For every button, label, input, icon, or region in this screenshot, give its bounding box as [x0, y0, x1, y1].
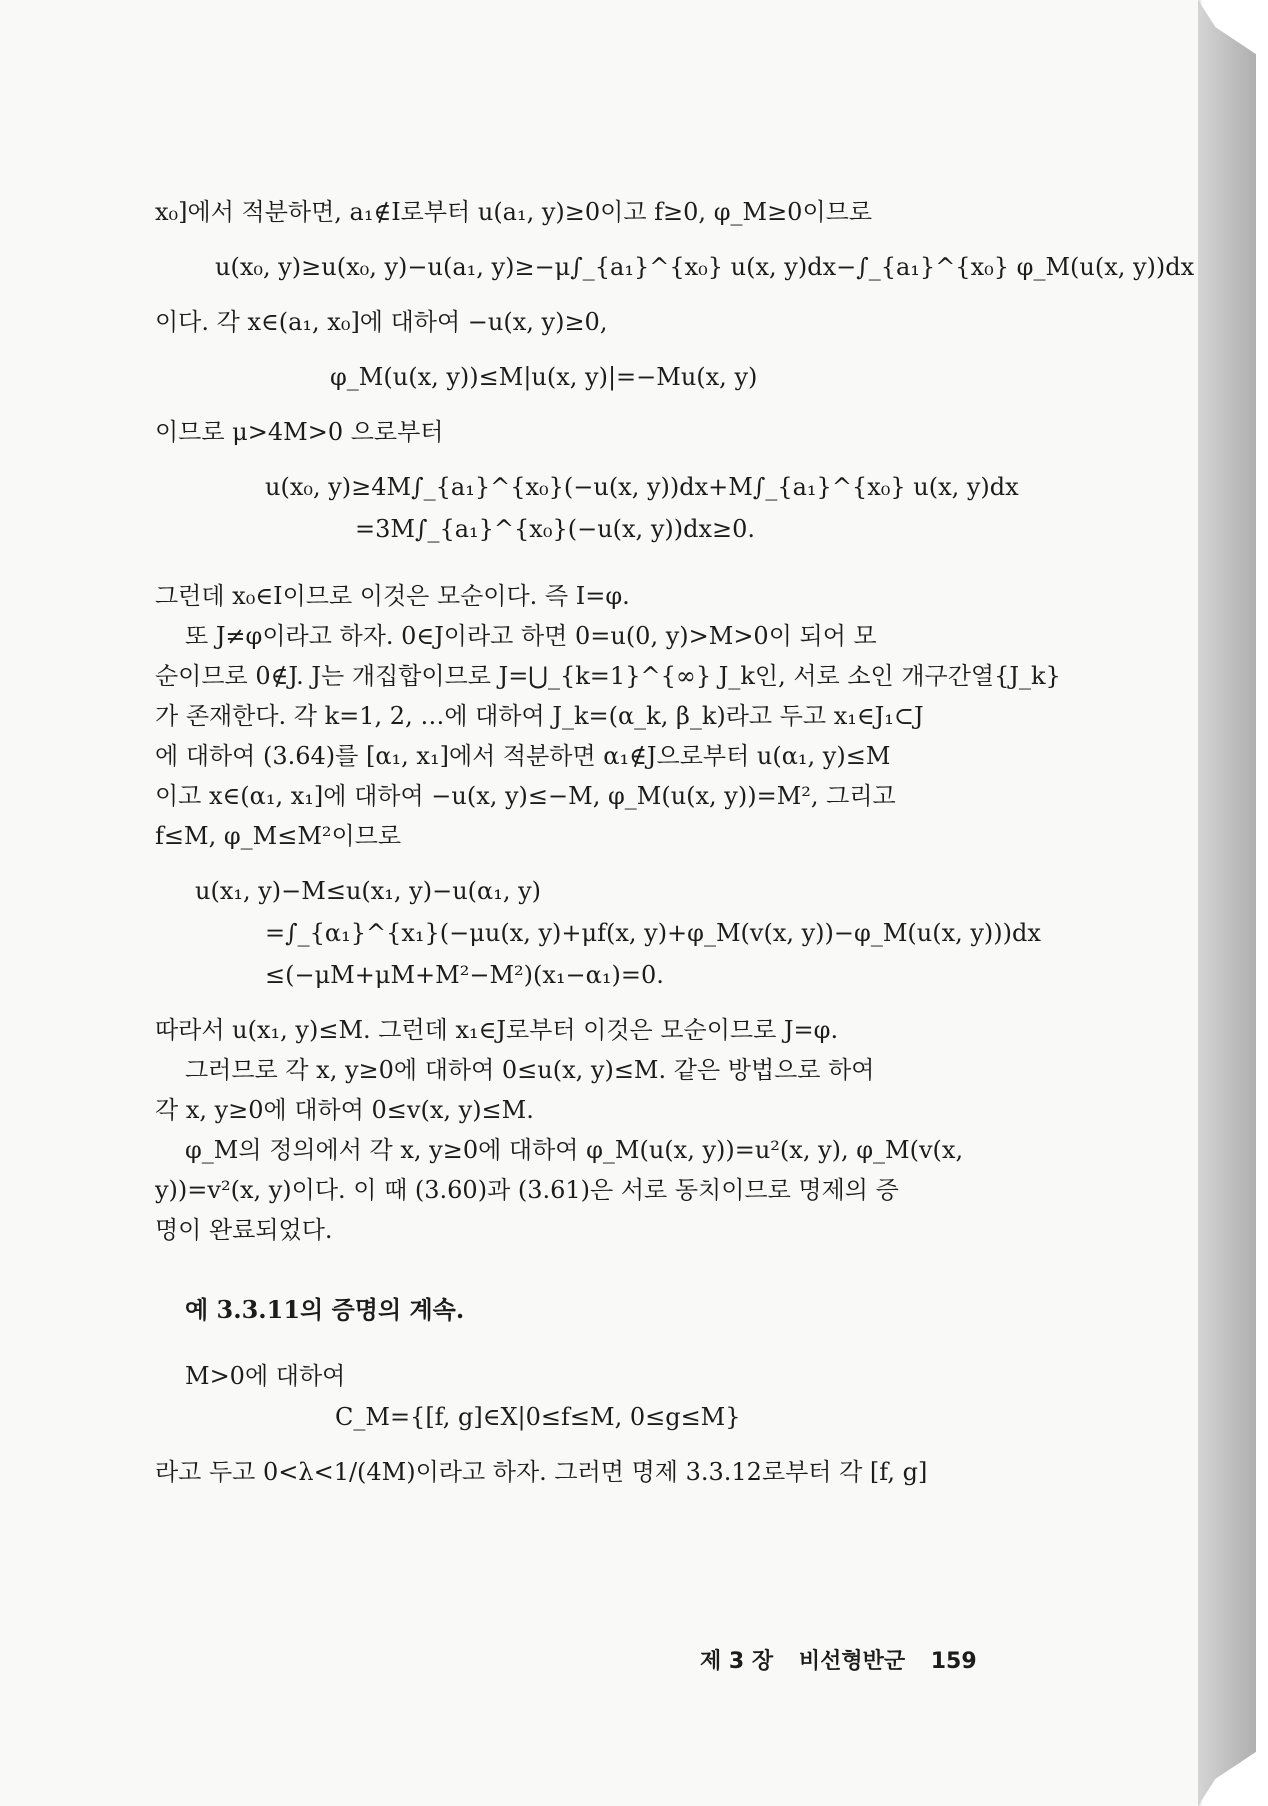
text-line: 에 대하여 (3.64)를 [α₁, x₁]에서 적분하면 α₁∉J으로부터 u(α₁, y)≤M	[155, 742, 891, 770]
equation: φ_M(u(x, y))≤M|u(x, y)|=−Mu(x, y)	[330, 363, 758, 391]
page-footer	[700, 1644, 995, 1675]
text-line: 그런데 x₀∈I이므로 이것은 모순이다. 즉 I=φ.	[155, 582, 630, 610]
text-line: φ_M의 정의에서 각 x, y≥0에 대하여 φ_M(u(x, y))=u²(x, y), φ_M(v(x,	[185, 1136, 964, 1164]
equation: ≤(−μM+μM+M²−M²)(x₁−α₁)=0.	[265, 961, 664, 989]
text-line: 이고 x∈(α₁, x₁]에 대하여 −u(x, y)≤−M, φ_M(u(x, y))=M², 그리고	[155, 782, 896, 810]
text-line: M>0에 대하여	[185, 1362, 346, 1390]
text-line: 명이 완료되었다.	[155, 1216, 333, 1244]
text-line: 또 J≠φ이라고 하자. 0∈J이라고 하면 0=u(0, y)>M>0이 되어 모	[185, 622, 877, 650]
page-body	[155, 192, 1195, 1492]
text-line: y))=v²(x, y)이다. 이 때 (3.60)과 (3.61)은 서로 동치이므로 명제의 증	[155, 1176, 899, 1204]
text-line: 각 x, y≥0에 대하여 0≤v(x, y)≤M.	[155, 1096, 534, 1124]
text-line: f≤M, φ_M≤M²이므로	[155, 822, 402, 850]
equation: =∫_{α₁}^{x₁}(−μu(x, y)+μf(x, y)+φ_M(v(x, y))−φ_M(u(x, y)))dx	[265, 919, 1041, 947]
page-stack-edge	[1198, 0, 1256, 1806]
text-line: 가 존재한다. 각 k=1, 2, …에 대하여 J_k=(α_k, β_k)라고 두고 x₁∈J₁⊂J	[155, 702, 924, 730]
text-line: 이므로 μ>4M>0 으로부터	[155, 418, 444, 446]
text-line: 순이므로 0∉J. J는 개집합이므로 J=⋃_{k=1}^{∞} J_k인, 서로 소인 개구간열{J_k}	[155, 662, 1061, 690]
equation: u(x₀, y)≥u(x₀, y)−u(a₁, y)≥−μ∫_{a₁}^{x₀} u(x, y)dx−∫_{a₁}^{x₀} φ_M(u(x, y))dx	[215, 253, 1195, 281]
text-line: 그러므로 각 x, y≥0에 대하여 0≤u(x, y)≤M. 같은 방법으로 하여	[185, 1056, 875, 1084]
example-heading: 예 3.3.11의 증명의 계속.	[185, 1295, 465, 1324]
text-line: 이다. 각 x∈(a₁, x₀]에 대하여 −u(x, y)≥0,	[155, 308, 608, 336]
equation: u(x₀, y)≥4M∫_{a₁}^{x₀}(−u(x, y))dx+M∫_{a₁}^{x₀} u(x, y)dx	[265, 473, 1019, 501]
equation: u(x₁, y)−M≤u(x₁, y)−u(α₁, y)	[195, 877, 542, 905]
text-line: 라고 두고 0<λ<1/(4M)이라고 하자. 그러면 명제 3.3.12로부터 각 [f, g]	[155, 1458, 928, 1486]
text-line: 따라서 u(x₁, y)≤M. 그런데 x₁∈J로부터 이것은 모순이므로 J=φ.	[155, 1016, 839, 1044]
footer-chapter: 제 3 장	[700, 1649, 774, 1674]
equation: C_M={[f, g]∈X|0≤f≤M, 0≤g≤M}	[335, 1403, 741, 1431]
footer-title: 비선형반군	[798, 1649, 906, 1674]
text-line: x₀]에서 적분하면, a₁∉I로부터 u(a₁, y)≥0이고 f≥0, φ_M≥0이므로	[155, 198, 873, 226]
equation: =3M∫_{a₁}^{x₀}(−u(x, y))dx≥0.	[355, 515, 756, 543]
page-number: 159	[930, 1649, 977, 1674]
